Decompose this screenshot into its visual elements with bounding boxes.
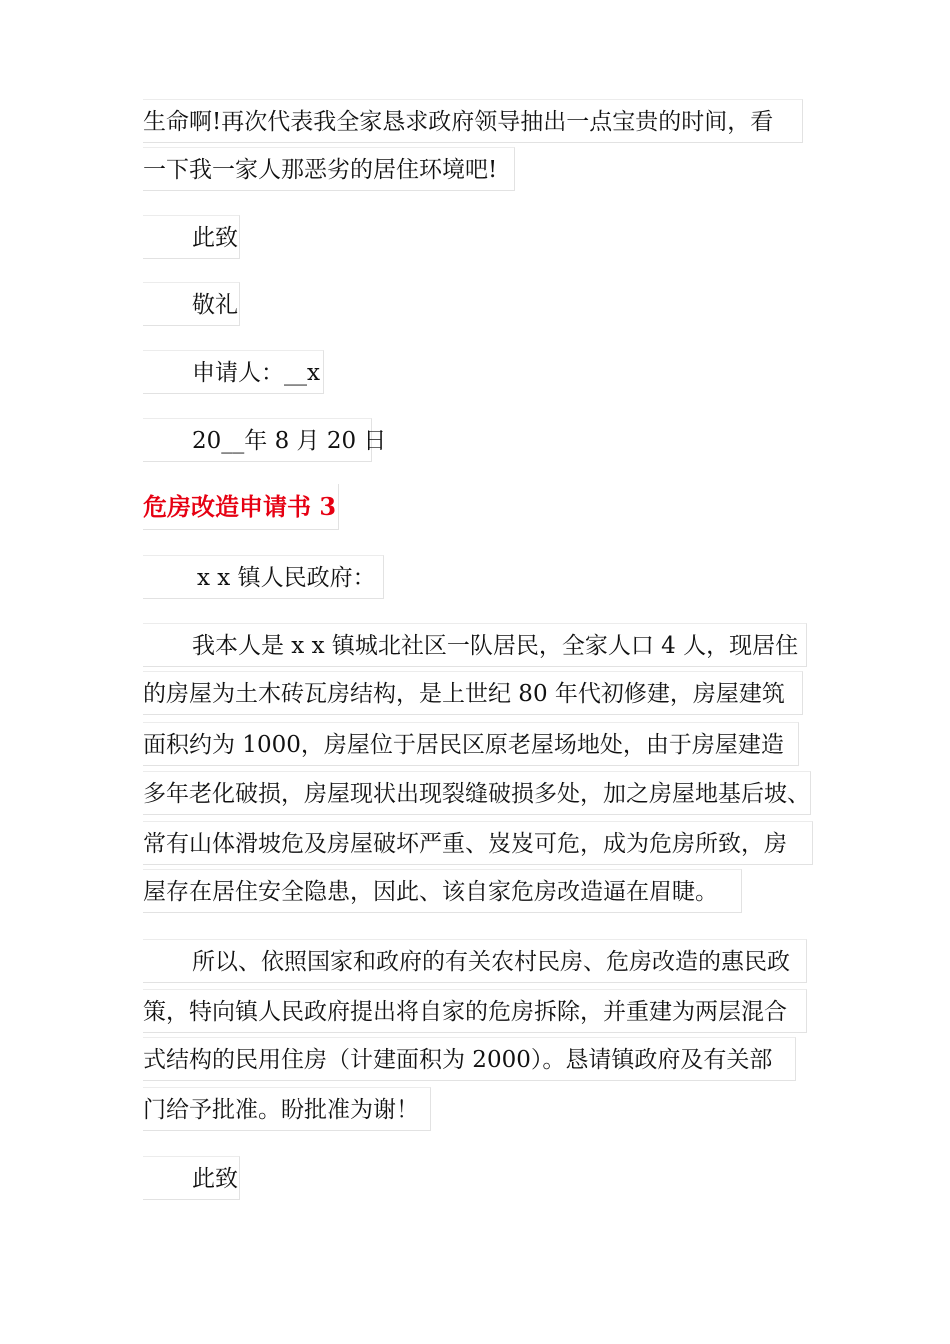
paragraph-line: 一下我一家人那恶劣的居住环境吧!: [143, 147, 515, 191]
paragraph-line: 的房屋为土木砖瓦房结构，是上世纪 80 年代初修建，房屋建筑: [143, 671, 803, 715]
applicant-signature: 申请人：__x: [143, 350, 324, 394]
paragraph-line: 面积约为 1000，房屋位于居民区原老屋场地处，由于房屋建造: [143, 722, 799, 766]
paragraph-line: 策，特向镇人民政府提出将自家的危房拆除，并重建为两层混合: [143, 989, 807, 1033]
closing-salutation: 此致: [143, 215, 240, 259]
application-date: 20__年 8 月 20 日: [143, 418, 372, 462]
paragraph-line: 屋存在居住安全隐患，因此、该自家危房改造逼在眉睫。: [143, 869, 742, 913]
paragraph-line: 所以、依照国家和政府的有关农村民房、危房改造的惠民政: [143, 939, 807, 983]
paragraph-line: 门给予批准。盼批准为谢！: [143, 1087, 431, 1131]
closing-salutation-bottom: 此致: [143, 1156, 240, 1200]
addressee: x x 镇人民政府：: [143, 555, 384, 599]
paragraph-line: 我本人是 x x 镇城北社区一队居民，全家人口 4 人，现居住: [143, 623, 807, 667]
section-heading: 危房改造申请书 3: [143, 484, 339, 530]
paragraph-line: 式结构的民用住房（计建面积为 2000）。恳请镇政府及有关部: [143, 1037, 796, 1081]
paragraph-line: 常有山体滑坡危及房屋破坏严重、岌岌可危，成为危房所致，房: [143, 821, 813, 865]
closing-respect: 敬礼: [143, 282, 240, 326]
paragraph-line: 生命啊!再次代表我全家恳求政府领导抽出一点宝贵的时间，看: [143, 99, 803, 143]
paragraph-line: 多年老化破损，房屋现状出现裂缝破损多处，加之房屋地基后坡、: [143, 771, 811, 815]
